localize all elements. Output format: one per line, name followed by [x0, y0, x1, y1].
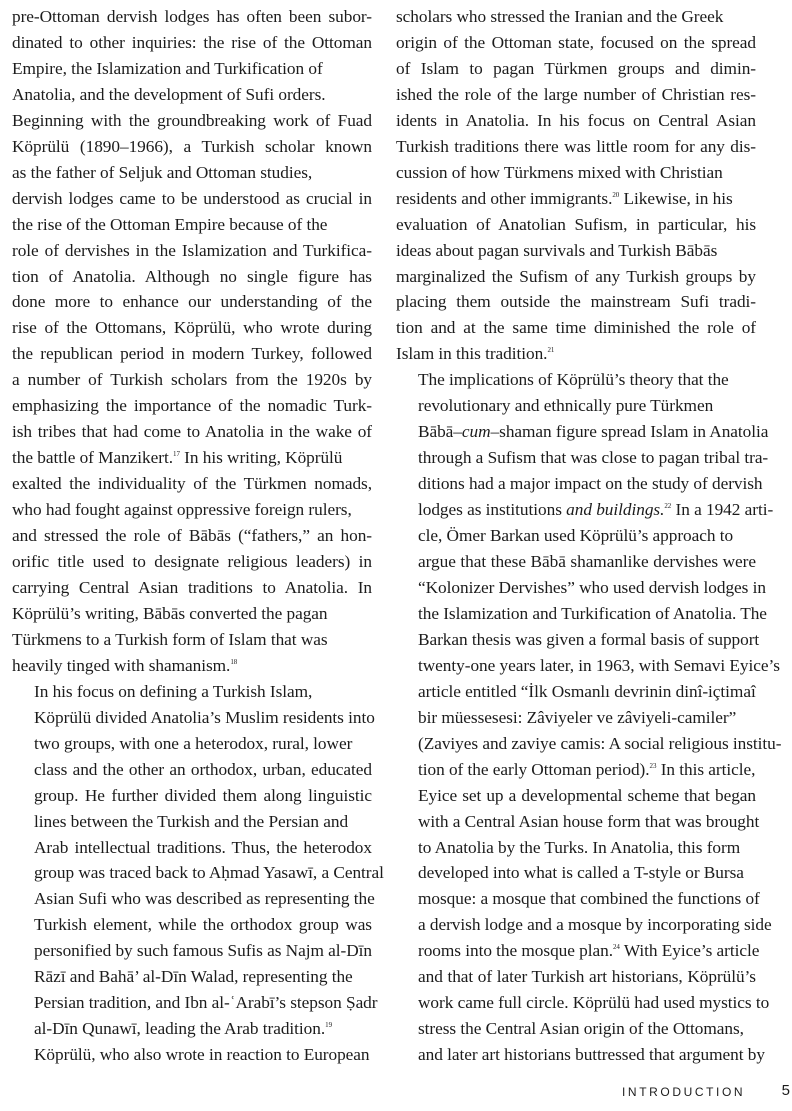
text-line: Persian tradition, and Ibn al-ʿArabī’s stepson Ṣadr: [34, 993, 378, 1013]
text-line: Köprülü’s writing, Bābās converted the pagan: [12, 603, 328, 623]
line-text: Islam in this tradition.: [396, 344, 548, 364]
text-line: ideas about pagan survivals and Turkish Bābās: [396, 240, 718, 260]
text-line: Köprülü (1890–1966), a Turkish scholar known: [12, 136, 372, 156]
text-column-left: [12, 4, 384, 1068]
footnote-marker: 17: [173, 450, 180, 459]
text-line: and later art historians buttressed that argument by: [418, 1045, 765, 1065]
text-line: Arab intellectual traditions. Thus, the heterodox: [34, 837, 372, 857]
text-line: (Zaviyes and zaviye camis: A social religious institu-: [418, 733, 782, 753]
text-line: and stressed the role of Bābās (“fathers,” an hon-: [12, 526, 372, 546]
text-line: The implications of Köprülü’s theory that the: [418, 370, 729, 390]
text-line: emphasizing the importance of the nomadic Turk-: [12, 396, 372, 416]
text-line: mosque: a mosque that combined the functions of: [418, 889, 760, 909]
text-line: carrying Central Asian traditions to Anatolia. In: [12, 577, 372, 597]
text-line: dinated to other inquiries: the rise of the Ottoman: [12, 32, 372, 52]
text-line: developed into what is called a T-style or Bursa: [418, 863, 744, 883]
line-text: the battle of Manzikert.: [12, 448, 173, 468]
text-line: Empire, the Islamization and Turkification of: [12, 58, 323, 78]
text-line: [396, 497, 774, 523]
line-text: rooms into the mosque plan.: [418, 941, 613, 961]
line-text: Bābā–: [418, 422, 462, 442]
page-number: 5: [781, 1082, 790, 1099]
footnote-marker: 24: [612, 943, 620, 952]
text-line: bir müessesesi: Zâviyeler ve zâviyeli-camiler”: [418, 707, 737, 727]
text-line: Turkish element, while the orthodox group was: [34, 915, 372, 935]
text-line: Anatolia, and the development of Sufi orders.: [12, 84, 326, 104]
text-line: a number of Turkish scholars from the 1920s by: [12, 370, 372, 390]
text-line: ditions had a major impact on the study of dervish: [418, 474, 763, 494]
line-text: With Eyice’s article: [619, 941, 760, 961]
text-line: Köprülü, who also wrote in reaction to European: [34, 1045, 370, 1065]
italic-term: cum: [461, 422, 491, 442]
text-line: two groups, with one a heterodox, rural, lower: [34, 733, 353, 753]
text-line: role of dervishes in the Islamization and Turkifica-: [12, 240, 372, 260]
text-line: as the father of Seljuk and Ottoman studies,: [12, 162, 313, 182]
text-line: In his focus on defining a Turkish Islam,: [34, 681, 313, 701]
text-line: orific title used to designate religious leaders) in: [12, 552, 372, 572]
text-line: origin of the Ottoman state, focused on the spread: [396, 32, 756, 52]
text-line: article entitled “İlk Osmanlı devrinin dinî-içtimaî: [418, 681, 756, 701]
italic-term: and buildings.: [566, 500, 665, 520]
text-line: [12, 445, 372, 471]
text-line: ished the role of the large number of Christian res-: [396, 84, 756, 104]
text-line: with a Central Asian house form that was brought: [418, 811, 760, 831]
line-text: heavily tinged with shamanism.: [12, 655, 231, 675]
paragraph: [12, 4, 372, 679]
text-line: the republican period in modern Turkey, followed: [12, 344, 372, 364]
text-line: cle, Ömer Barkan used Köprülü’s approach to: [418, 526, 734, 546]
text-line: a dervish lodge and a mosque by incorporating side: [418, 915, 772, 935]
footnote-marker: 21: [547, 346, 555, 355]
text-line: pre-Ottoman dervish lodges has often been subor-: [12, 7, 372, 26]
text-line: personified by such famous Sufis as Najm al-Dīn: [34, 941, 372, 961]
text-line: the Islamization and Turkification of Anatolia. The: [418, 603, 767, 623]
text-line: [396, 419, 769, 445]
text-line: dervish lodges came to be understood as crucial in: [12, 188, 372, 208]
text-line: placing them outside the mainstream Sufi tradi-: [396, 292, 756, 312]
text-line: Barkan thesis was given a formal basis of support: [418, 629, 760, 649]
text-line: [12, 653, 372, 679]
line-text: lodges as institutions: [418, 500, 567, 520]
paragraph: [396, 4, 756, 367]
footnote-marker: 18: [230, 657, 238, 666]
text-line: idents in Anatolia. In his focus on Central Asian: [396, 110, 756, 130]
text-line: lines between the Turkish and the Persian and: [34, 811, 349, 831]
text-line: work came full circle. Köprülü had used mystics to: [418, 993, 770, 1013]
text-line: Beginning with the groundbreaking work of Fuad: [12, 110, 372, 130]
text-line: “Kolonizer Dervishes” who used dervish lodges in: [418, 577, 766, 597]
text-line: ish tribes that had come to Anatolia in the wake of: [12, 422, 372, 442]
text-line: twenty-one years later, in 1963, with Semavi Eyice’s: [418, 655, 780, 675]
line-text: residents and other immigrants.: [396, 188, 613, 208]
text-line: Türkmens to a Turkish form of Islam that was: [12, 629, 328, 649]
line-text: al-Dīn Qunawī, leading the Arab tradition.: [34, 1019, 326, 1039]
text-line: Rāzī and Bahā’ al-Dīn Walad, representing the: [34, 967, 353, 987]
text-line: [396, 341, 756, 367]
text-line: to Anatolia by the Turks. In Anatolia, this form: [418, 837, 741, 857]
footnote-marker: 23: [649, 761, 657, 770]
text-column-right: [396, 4, 782, 1068]
line-text: In a 1942 arti-: [671, 500, 774, 520]
running-head: INTRODUCTION: [622, 1085, 746, 1099]
text-line: Asian Sufi who was described as representing the: [34, 889, 375, 909]
text-line: tion of Anatolia. Although no single figure has: [12, 266, 372, 286]
text-line: [396, 757, 756, 783]
text-line: class and the other an orthodox, urban, educated: [34, 759, 372, 779]
footnote-marker: 19: [325, 1021, 333, 1030]
text-line: marginalized the Sufism of any Turkish groups by: [396, 266, 756, 286]
text-line: group was traced back to Aḥmad Yasawī, a Central: [34, 863, 384, 883]
text-line: group. He further divided them along linguistic: [34, 785, 372, 805]
text-line: [12, 1016, 372, 1042]
footnote-marker: 22: [664, 502, 672, 511]
line-text: In his writing, Köprülü: [179, 448, 343, 468]
text-line: revolutionary and ethnically pure Türkmen: [418, 396, 714, 416]
text-line: Köprülü divided Anatolia’s Muslim residents into: [34, 707, 375, 727]
text-line: exalted the individuality of the Türkmen nomads,: [12, 474, 372, 494]
text-line: cussion of how Türkmens mixed with Christian: [396, 162, 723, 182]
text-line: evaluation of Anatolian Sufism, in particular, his: [396, 214, 756, 234]
text-line: the rise of the Ottoman Empire because of the: [12, 214, 328, 234]
text-line: [396, 938, 760, 964]
text-line: argue that these Bābā shamanlike dervishes were: [418, 552, 756, 572]
text-line: rise of the Ottomans, Köprülü, who wrote during: [12, 318, 372, 338]
page-footer: [622, 1082, 792, 1102]
line-text: –shaman figure spread Islam in Anatolia: [490, 422, 769, 442]
text-line: Turkish traditions there was little room for any dis-: [396, 136, 756, 156]
text-line: of Islam to pagan Türkmen groups and dimin-: [396, 58, 756, 78]
line-text: Likewise, in his: [619, 188, 733, 208]
text-line: and that of later Turkish art historians, Köprülü’s: [418, 967, 756, 987]
paragraph: [12, 679, 384, 1068]
text-line: through a Sufism that was close to pagan tribal tra-: [418, 448, 769, 468]
line-text: tion of the early Ottoman period).: [418, 759, 650, 779]
text-line: Eyice set up a developmental scheme that began: [418, 785, 756, 805]
text-line: tion and at the same time diminished the role of: [396, 318, 756, 338]
text-line: stress the Central Asian origin of the Ottomans,: [418, 1019, 744, 1039]
text-line: [396, 186, 756, 212]
text-line: done more to enhance our understanding of the: [12, 292, 372, 312]
footnote-marker: 20: [612, 190, 620, 199]
line-text: In this article,: [656, 759, 756, 779]
text-line: who had fought against oppressive foreign rulers,: [12, 500, 352, 520]
text-line: scholars who stressed the Iranian and the Greek: [396, 7, 724, 26]
paragraph: [396, 367, 782, 1068]
